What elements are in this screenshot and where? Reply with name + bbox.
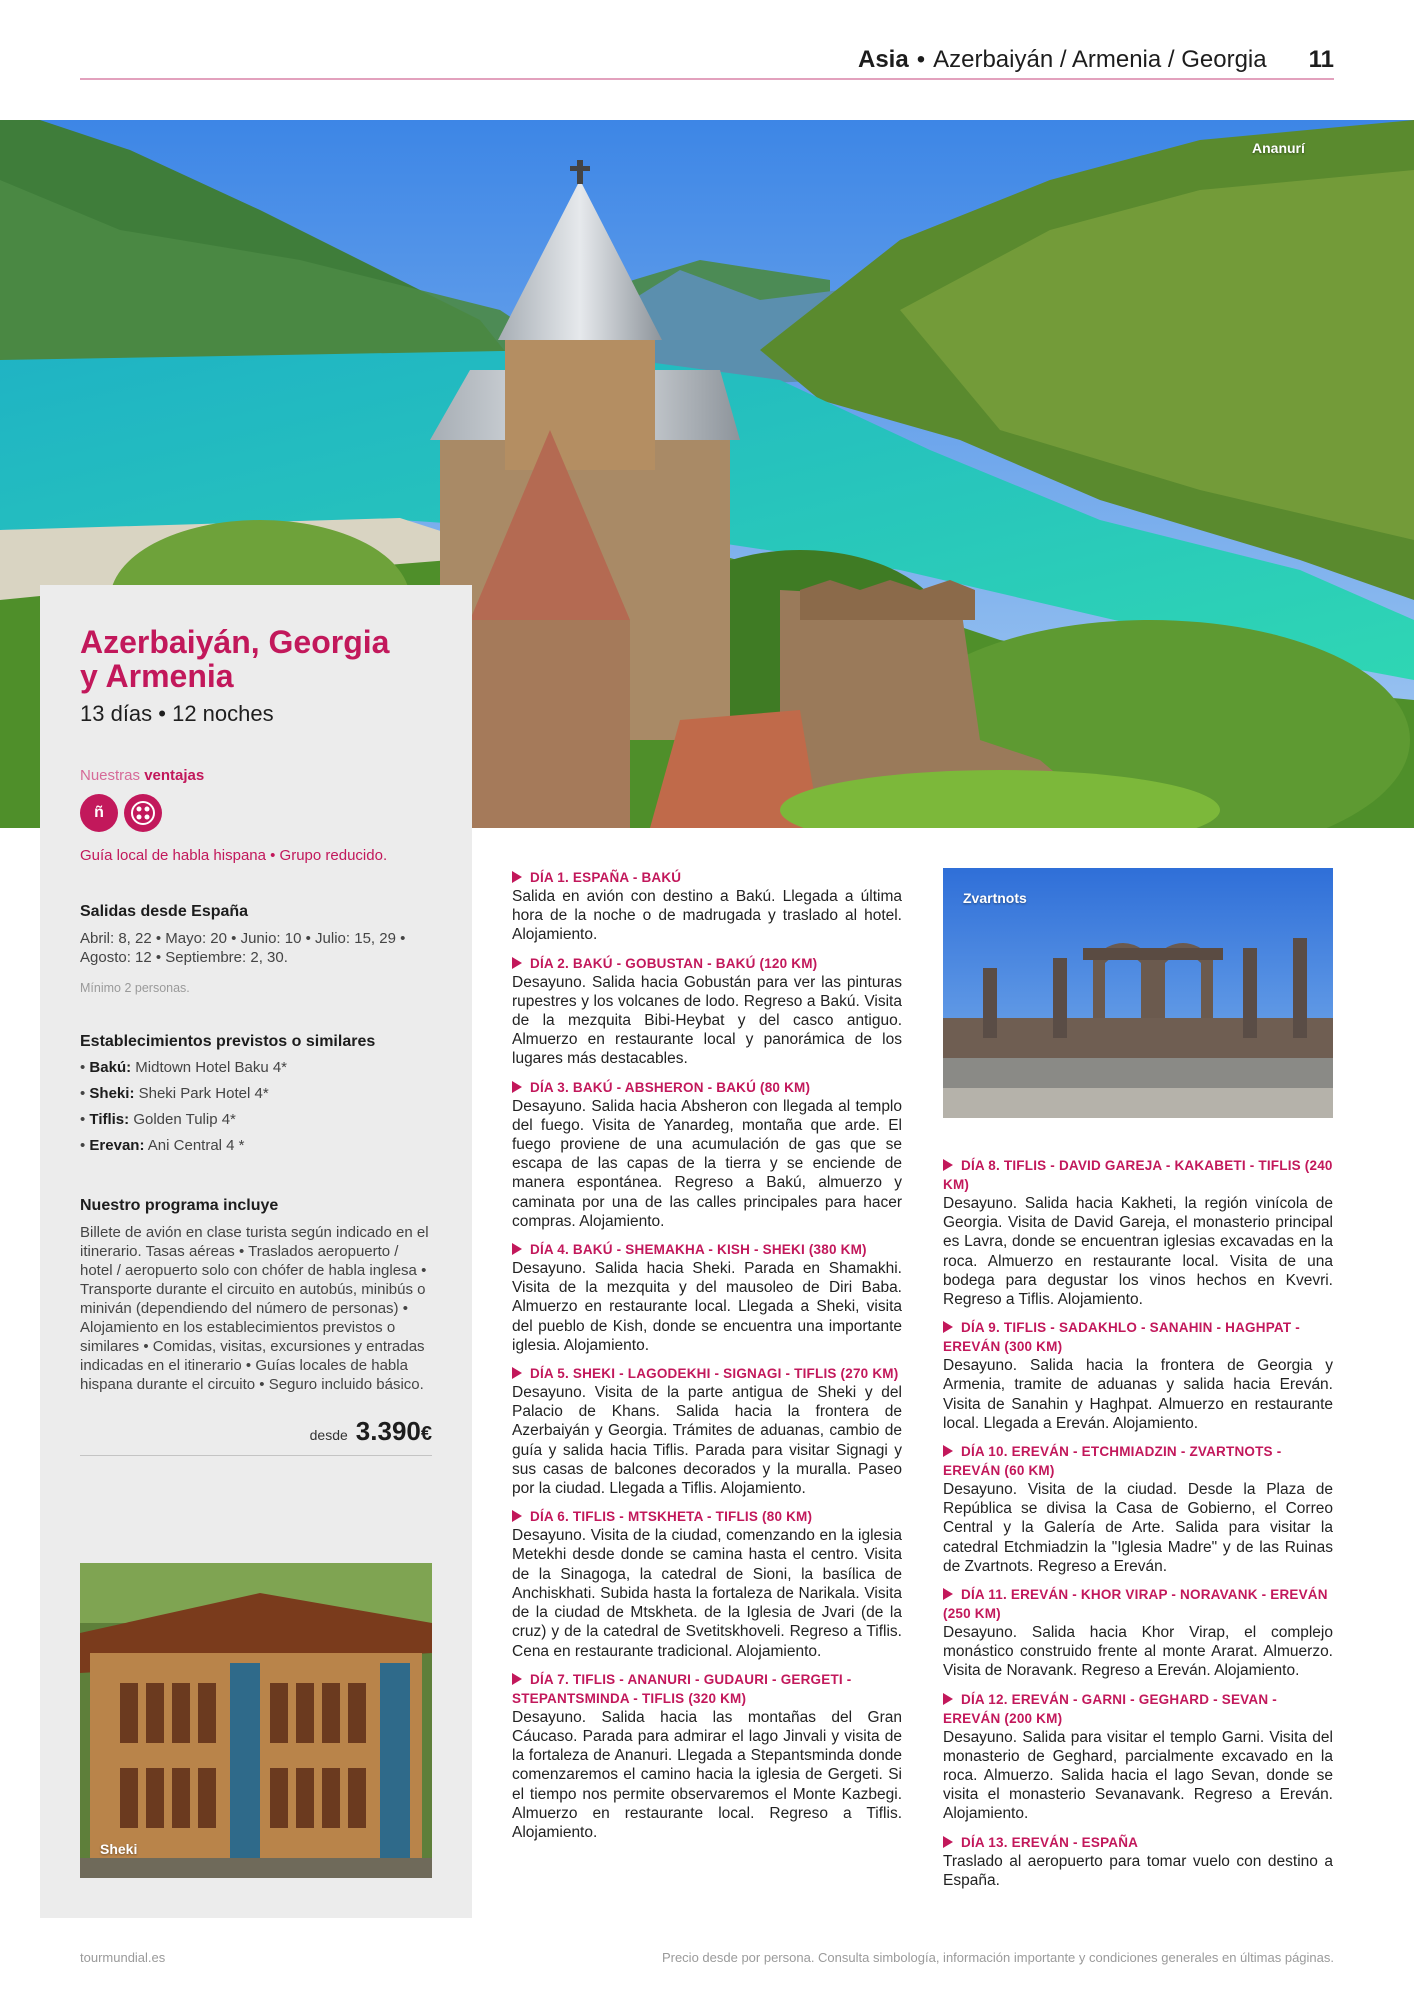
arrow-icon bbox=[512, 1367, 522, 1379]
zvartnots-caption: Zvartnots bbox=[963, 890, 1027, 906]
arrow-icon bbox=[512, 1510, 522, 1522]
price-label: desde bbox=[309, 1427, 348, 1443]
arrow-icon bbox=[512, 1673, 522, 1685]
itinerary-day: DÍA 10. EREVÁN - ETCHMIADZIN - ZVARTNOTS - EREVÁN (60 KM) Desayuno. Visita de la ciudad. Desde la Plaza de República se divisa la Casa de Gobierno, el Correo Central y la Galería de Arte. Salida para visitar la catedral Etchmiadzin la "Iglesia Madre" y de las Ruinas de Zvartnots. Regreso a Ereván. bbox=[943, 1444, 1333, 1575]
itinerary-column-1 bbox=[512, 868, 902, 1851]
footer-website[interactable]: tourmundial.es bbox=[80, 1950, 166, 1965]
header-region: Asia bbox=[858, 46, 909, 73]
itinerary-day: DÍA 1. ESPAÑA - BAKÚ Salida en avión con destino a Bakú. Llegada a última hora de la noche o de madrugada y traslado al hotel. Alojamiento. bbox=[512, 870, 902, 944]
arrow-icon bbox=[512, 871, 522, 883]
itinerary-day: DÍA 9. TIFLIS - SADAKHLO - SANAHIN - HAGHPAT - EREVÁN (300 KM) Desayuno. Salida hacia la frontera de Georgia y Armenia, tramite de aduanas y salida hacia Ereván. Visita de Sanahin y Haghpat. Almuerzo en restaurante local. Llegada a Ereván. Alojamiento. bbox=[943, 1320, 1333, 1432]
itinerary-column-2 bbox=[943, 1156, 1333, 1899]
footer-disclaimer: Precio desde por persona. Consulta simbología, información importante y condiciones generales en últimas páginas. bbox=[661, 1950, 1334, 1965]
tour-duration: 13 días • 12 noches bbox=[80, 701, 274, 726]
arrow-icon bbox=[512, 1081, 522, 1093]
arrow-icon bbox=[943, 1321, 953, 1333]
ventajas-prefix: Nuestras bbox=[80, 767, 141, 784]
small-group-icon bbox=[124, 794, 162, 832]
establecimientos-heading: Establecimientos previstos o similares bbox=[80, 1033, 376, 1050]
itinerary-day: DÍA 6. TIFLIS - MTSKHETA - TIFLIS (80 KM) Desayuno. Visita de la ciudad, comenzando en la iglesia Metekhi desde donde se camina hasta el centro. Visita de la Sinagoga, la catedral de Sioni, la basílica de Anchiskhati. Subida hasta la fortaleza de Narikala. Visita de la ciudad de Mtskheta. de la Iglesia de Jvari (de la cruz) y de la catedral de Svetitskhoveli. Regreso a Tiflis. Cena en restaurante tradicional. Alojamiento. bbox=[512, 1509, 902, 1660]
price-row bbox=[80, 1416, 432, 1456]
itinerary-day: DÍA 3. BAKÚ - ABSHERON - BAKÚ (80 KM) Desayuno. Salida hacia Absheron con llegada al templo del fuego. Visita de Yanardeg, montaña que arde. El fuego proviene de una acumulación de gas que se escapa de las capas de la tierra y se enciende de manera espontánea. Regreso a Bakú, almuerzo y caminata por una de las calles principales para hacer compras. Alojamiento. bbox=[512, 1079, 902, 1230]
itinerary-day: DÍA 5. SHEKI - LAGODEKHI - SIGNAGI - TIFLIS (270 KM) Desayuno. Visita de la parte antigua de Sheki y del Palacio de Khans. Salida hacia la frontera de Azerbaiyán y Georgia. Trámites de aduanas, cambio de guía y salida hacia Tiflis. Parada para visitar Signagi y sus casas de balcones decorados y la muralla. Paseo por la ciudad. Llegada a Tiflis. Alojamiento. bbox=[512, 1366, 902, 1498]
hotel-item: • Bakú: Midtown Hotel Baku 4* bbox=[80, 1059, 288, 1076]
arrow-icon bbox=[943, 1445, 953, 1457]
itinerary-day: DÍA 12. EREVÁN - GARNI - GEGHARD - SEVAN - EREVÁN (200 KM) Desayuno. Salida para visitar el templo Garni. Visita del monasterio de Geghard, parcialmente excavado en la roca. Almuerzo. Salida hacia el lago Sevan, donde se visita el monasterio Sevanavank. Regreso a Ereván. Alojamiento. bbox=[943, 1691, 1333, 1823]
salidas-dates: Abril: 8, 22 • Mayo: 20 • Junio: 10 • Julio: 15, 29 • Agosto: 12 • Septiembre: 2, 30. bbox=[80, 930, 406, 966]
tour-title-line2: y Armenia bbox=[80, 658, 234, 694]
price-value: 3.390 bbox=[355, 1416, 421, 1446]
salidas-heading: Salidas desde España bbox=[80, 903, 249, 920]
itinerary-day: DÍA 7. TIFLIS - ANANURI - GUDAURI - GERGETI - STEPANTSMINDA - TIFLIS (320 KM) Desayuno. Salida hacia las montañas del Gran Cáucaso. Parada para admirar el lago Jinvali y visita de la fortaleza de Ananuri. Llegada a Stepantsminda donde comenzaremos el camino hacia la iglesia de Gergeti. Si el tiempo nos permite observaremos el Monte Kazbegi. Almuerzo en restaurante local. Regreso a Tiflis. Alojamiento. bbox=[512, 1671, 902, 1841]
hotel-item: • Tiflis: Golden Tulip 4* bbox=[80, 1111, 236, 1128]
spanish-guide-icon: ñ bbox=[80, 794, 118, 832]
itinerary-day: DÍA 4. BAKÚ - SHEMAKHA - KISH - SHEKI (380 KM) Desayuno. Salida hacia Sheki. Parada en Shamakhi. Visita de la mezquita y del mausoleo de Diri Baba. Almuerzo en restaurante local. Llegada a Sheki, visita del pueblo de Kish, donde se encuentra una importante iglesia. Alojamiento. bbox=[512, 1242, 902, 1354]
programa-text: Billete de avión en clase turista según indicado en el itinerario. Tasas aéreas • Traslados aeropuerto / hotel / aeropuerto solo con chófer de habla inglesa • Transporte durante el circuito en autobús, minibús o miniván (dependiendo del número de personas) • Alojamiento en los establecimientos previstos o similares • Comidas, visitas, excursiones y entradas indicadas en el itinerario • Guías locales de habla hispana durante el circuito • Seguro incluido básico. bbox=[80, 1224, 429, 1393]
ventajas-bold: ventajas bbox=[144, 767, 205, 784]
ventajas-icons bbox=[80, 794, 432, 832]
ventajas-label bbox=[80, 767, 432, 784]
itinerary-day: DÍA 8. TIFLIS - DAVID GAREJA - KAKABETI - TIFLIS (240 KM) Desayuno. Salida hacia Kakheti, la región vinícola de Georgia. Visita de David Gareja, el monasterio principal es Lavra, donde se encuentran iglesias excavadas en la roca. Almuerzo en restaurante local. Visita de una bodega para degustar los vinos hechos en Kvevri. Regreso a Tiflis. Alojamiento. bbox=[943, 1158, 1333, 1309]
page-number: 11 bbox=[1308, 46, 1334, 73]
itinerary-day: DÍA 11. EREVÁN - KHOR VIRAP - NORAVANK - EREVÁN (250 KM) Desayuno. Salida hacia Khor Virap, el complejo monástico construido frente al monte Ararat. Almuerzo. Visita de Noravank. Regreso a Ereván. Alojamiento. bbox=[943, 1587, 1333, 1680]
hero-caption: Ananurí bbox=[1252, 140, 1305, 156]
sheki-caption: Sheki bbox=[100, 1841, 138, 1857]
header-countries: Azerbaiyán / Armenia / Georgia bbox=[933, 46, 1267, 73]
hotel-item: • Erevan: Ani Central 4 * bbox=[80, 1137, 245, 1154]
programa-heading: Nuestro programa incluye bbox=[80, 1197, 279, 1214]
tour-title-line1: Azerbaiyán, Georgia bbox=[80, 624, 390, 660]
arrow-icon bbox=[943, 1588, 953, 1600]
arrow-icon bbox=[943, 1693, 953, 1705]
minimo-personas: Mínimo 2 personas. bbox=[80, 981, 190, 995]
hotel-item: • Sheki: Sheki Park Hotel 4* bbox=[80, 1085, 269, 1102]
page-header bbox=[80, 46, 1334, 80]
price-currency: € bbox=[420, 1423, 432, 1445]
arrow-icon bbox=[943, 1159, 953, 1171]
ventajas-text: Guía local de habla hispana • Grupo reducido. bbox=[80, 847, 388, 864]
arrow-icon bbox=[512, 1243, 522, 1255]
arrow-icon bbox=[512, 957, 522, 969]
header-separator: • bbox=[916, 46, 926, 73]
itinerary-day: DÍA 13. EREVÁN - ESPAÑA Traslado al aeropuerto para tomar vuelo con destino a España. bbox=[943, 1834, 1333, 1889]
arrow-icon bbox=[943, 1836, 953, 1848]
tour-summary-panel bbox=[40, 585, 472, 1918]
hotel-list bbox=[80, 1055, 432, 1159]
header-divider bbox=[80, 78, 1334, 80]
zvartnots-photo bbox=[943, 868, 1333, 1118]
sheki-photo bbox=[80, 1563, 432, 1878]
tour-title bbox=[80, 625, 432, 693]
itinerary-day: DÍA 2. BAKÚ - GOBUSTAN - BAKÚ (120 KM) Desayuno. Salida hacia Gobustán para ver las pinturas rupestres y los volcanes de lodo. Regreso a Bakú. Visita de la mezquita Bibi-Heybat y del casco antiguo. Almuerzo en restaurante local y panorámica de los lugares más destacables. bbox=[512, 955, 902, 1068]
